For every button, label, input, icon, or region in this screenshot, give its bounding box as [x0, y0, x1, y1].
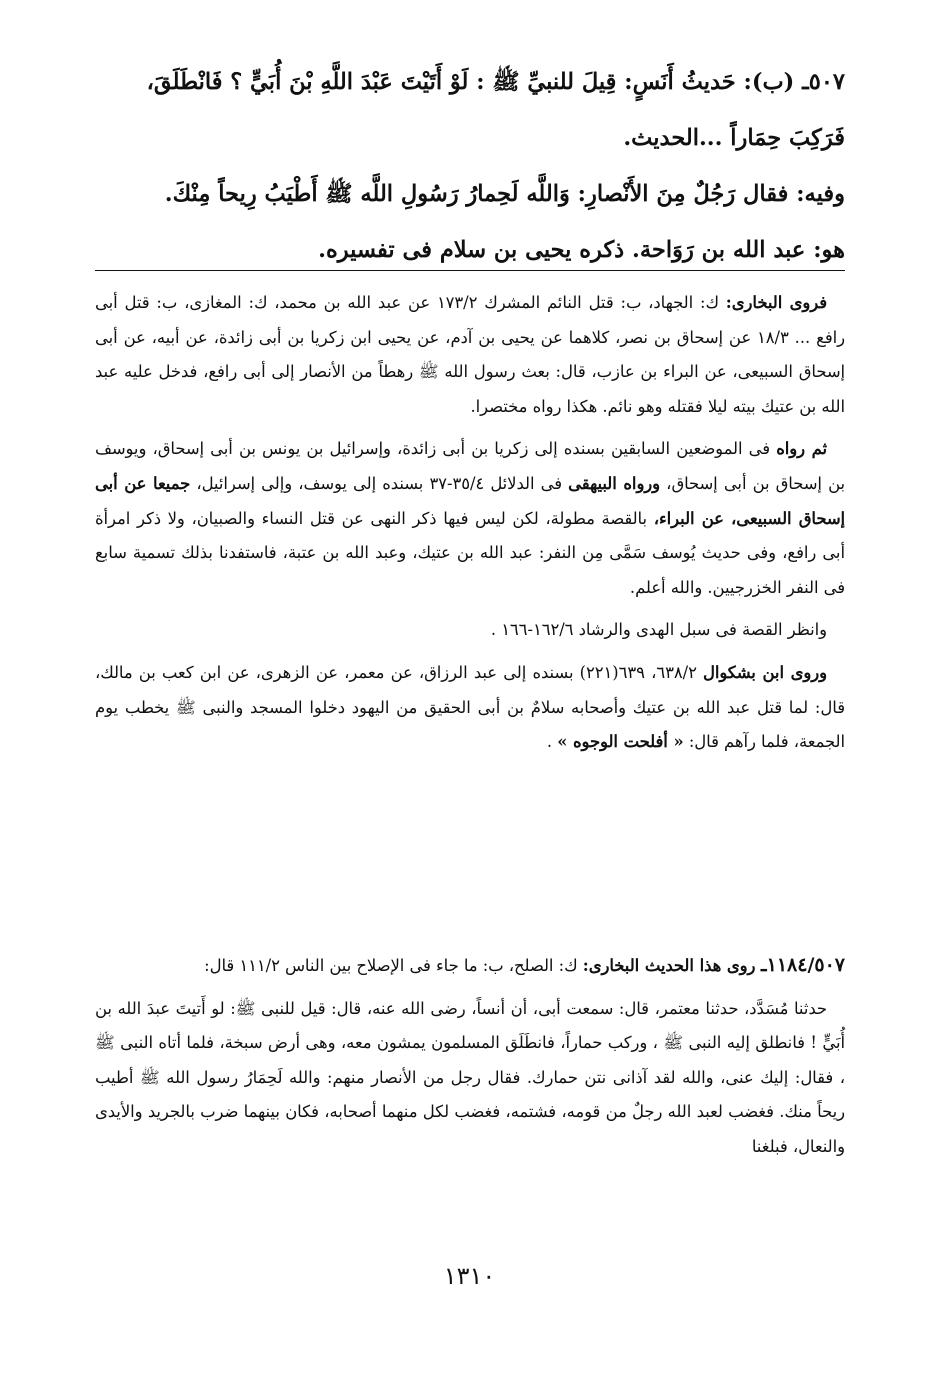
note-bold-aflahat: « أفلحت الوجوه » [557, 732, 684, 752]
note-text-bashkuwal-b: . [546, 732, 558, 752]
note-paragraph-bashkuwal [95, 656, 845, 760]
note-text-b: فى الدلائل ٣٥/٤-٣٧ بسنده إلى يوسف، وإلى إسرائيل، [190, 473, 569, 493]
note-lead-bashkuwal: وروى ابن بشكوال [703, 662, 827, 682]
hadith-line-3: وفيه: فقال رَجُلٌ مِنَ الأَنْصارِ: وَاللَّه لَحِمارُ رَسُولِ اللَّه ﷺ أَطْيَبُ رِيحاً مِنْكَ. [164, 181, 845, 207]
note-paragraph-subul: وانظر القصة فى سبل الهدى والرشاد ١٦٢/٦-١٦٦ . [490, 620, 827, 640]
section-2-heading [95, 948, 845, 984]
hadith-line-4: هو: عبد الله بن رَوَاحة. ذكره يحيى بن سلام فى تفسيره. [318, 237, 845, 263]
note-text-bukhari: ك: الجهاد، ب: قتل النائم المشرك ١٧٣/٢ عن عبد الله بن محمد، ك: المغازى، ب: قتل أبى رافع ... ١٨/٣ عن إسحاق بن نصر، كلاهما عن يحيى بن آدم، عن يحيى ابن زكريا بن أبى زائدة، عن أبيه، عن أبى إسحاق السبيعى، عن البراء بن عازب، قال: بعث رسول الله ﷺ رهطاً من الأنصار إلى أبى رافع، فدخل عليه عبد الله بن عتيك بيته ليلا فقتله وهو نائم. هكذا رواه مختصرا. [95, 293, 845, 416]
note-text-c: بالقصة مطولة، لكن ليس فيها ذكر النهى عن قتل النساء والصبيان، ولا ذكر امرأة أبى رافع، وفى حديث يُوسف سَمَّى مِن النفر: عبد الله بن عتيك، وعبد الله بن عتبة، فاستفدنا بذلك تسمية سابع فى النفر الخزرجيين. والله أعلم. [95, 508, 845, 597]
hadith-line-1: ٥٠٧ـ (ب): حَديثُ أَنَسٍ: قِيلَ للنبيِّ ﷺ : لَوْ أَتَيْتَ عَبْدَ اللَّهِ بْنَ أُبَيٍّ ؟ فَانْطَلَقَ، [146, 69, 845, 95]
page-number: ١٣١٠ [443, 1262, 496, 1290]
footnotes [95, 286, 845, 768]
note-text-bashkuwal-a: ٦٣٨/٢، ٦٣٩(٢٢١) بسنده إلى عبد الرزاق، عن معمر، عن الزهرى، عن ابن كعب بن مالك، قال: لما قتل عبد الله بن عتيك وأصحابه سلامٌ بن أبى الحقيق من اليهود دخلوا المسجد والنبى ﷺ يخطب يوم الجمعة، فلما رآهم قال: [95, 662, 845, 752]
footnote-divider [95, 270, 845, 271]
note-lead-bukhari: فروى البخارى: [725, 293, 828, 312]
note-text-a: فى الموضعين السابقين بسنده إلى زكريا بن أبى زائدة، وإسرائيل بن يونس بن أبى إسحاق، ويوسف بن إسحاق بن أبى إسحاق، [95, 439, 845, 493]
hadith-ref-lead: روى هذا الحديث البخارى: [582, 956, 762, 975]
note-bold-bayhaqi: ورواه البيهقى [568, 473, 661, 493]
note-paragraph-bayhaqi [95, 432, 845, 605]
section-2-body: حدثنا مُسَدَّد، حدثنا معتمر، قال: سمعت أبى، أن أنساً، رضى الله عنه، قال: قيل للنبى ﷺ: لو أَتيتَ عبدَ الله بن أُبَيٍّ ! فانطلق إليه النبى ﷺ ، وركب حماراً، فانطَلَق المسلمون يمشون معه، وهى أرض سبخة، فلما أتاه النبى ﷺ ، فقال: إليك عنى، والله لقد آذانى نتن حمارك. فقال رجل من الأنصار منهم: والله لَحِمَارُ رسول الله ﷺ أطيب ريحاً منك. فغضب لعبد الله رجلٌ من قومه، فشتمه، فغضب لكل منهما أصحابه، فكان بينهما ضرب بالجريد والأيدى والنعال، فبلغنا [95, 998, 845, 1156]
hadith-1184-section [95, 948, 845, 1173]
hadith-main-text [95, 54, 845, 278]
note-lead-thumma: ثم رواه [776, 439, 827, 459]
hadith-ref-text: ك: الصلح، ب: ما جاء فى الإصلاح بين الناس ١١١/٢ قال: [204, 956, 583, 975]
hadith-line-2: فَرَكِبَ حِمَاراً ...الحديث. [623, 125, 845, 151]
hadith-ref-number: ١١٨٤/٥٠٧ـ [761, 954, 845, 976]
note-bold-isnad: جميعا عن أبى إسحاق السبيعى، عن البراء، [95, 473, 845, 528]
note-paragraph-bukhari [95, 286, 845, 424]
